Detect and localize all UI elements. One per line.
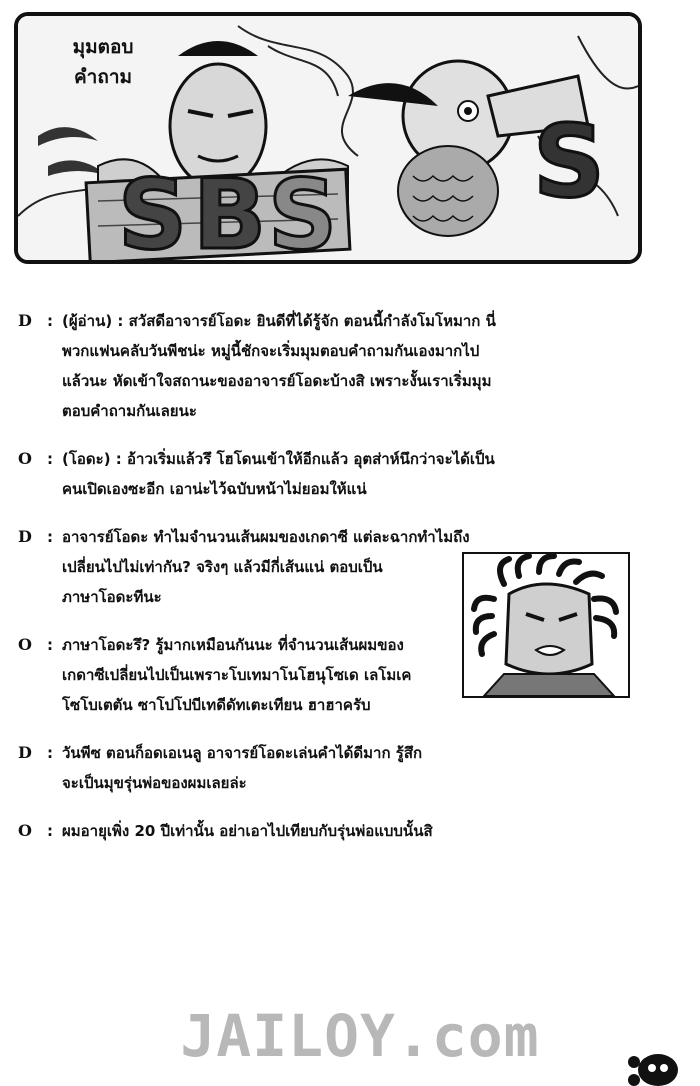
speaker-label: O (18, 635, 32, 654)
text-line: ภาษาโอดะทีนะ (62, 588, 162, 606)
sbs-banner (14, 12, 642, 268)
qa-entry-4 (18, 630, 538, 720)
text-line: อาจารย์โอดะ ทำไมจำนวนเส้นผมของเกดาซี แต่ละฉากทำไมถึง (62, 528, 470, 546)
speaker-label: D (18, 527, 32, 546)
entry-text (62, 444, 538, 504)
text-line: พวกแฟนคลับวันพีชน่ะ หมู่นี้ชักจะเริ่มมุมตอบคำถามกันเองมากไป (62, 342, 480, 360)
qa-entry-1 (18, 306, 538, 426)
sbs-logo-s1: S (118, 159, 188, 268)
speaker-label: O (18, 821, 32, 840)
text-line: เปลี่ยนไปไม่เท่ากัน? จริงๆ แล้วมีกี่เส้นแน่ ตอบเป็น (62, 558, 383, 576)
sbs-logo-b: B (193, 159, 267, 268)
qa-entry-2 (18, 444, 538, 504)
text-line: จะเป็นมุขรุ่นพ่อของผมเลยล่ะ (62, 774, 247, 792)
entry-text (62, 306, 538, 426)
speaker-colon: : (47, 528, 53, 546)
text-line: เกดาซีเปลี่ยนไปเป็นเพราะโบเทมาโนโฮนุโซเด เลโมเค (62, 666, 412, 684)
portrait-illustration (464, 554, 628, 696)
speaker-label: D (18, 743, 32, 762)
character-portrait (462, 552, 630, 698)
text-line: คนเปิดเองซะอีก เอาน่ะไว้ฉบับหน้าไม่ยอมให้แน่ (62, 480, 367, 498)
sbs-logo (18, 16, 642, 268)
entry-text (62, 816, 538, 846)
speaker-colon: : (47, 744, 53, 762)
speaker-colon: : (47, 822, 53, 840)
text-line: ภาษาโอดะรึ? รู้มากเหมือนกันนะ ที่จำนวนเส้นผมของ (62, 636, 404, 654)
banner-title-line2: คำถาม (73, 66, 133, 88)
banner-title-line1: มุมตอบ (72, 36, 134, 58)
qa-entry-5 (18, 738, 538, 798)
text-line: (โอดะ) : อ้าวเริ่มแล้วรึ โฮโดนเข้าให้อีกแล้ว อุตส่าห์นึกว่าจะได้เป็น (62, 450, 495, 468)
speaker-colon: : (47, 636, 53, 654)
qa-entry-3 (18, 522, 538, 612)
text-line: ผมอายุเพิ่ง 20 ปีเท่านั้น อย่าเอาไปเทียบกับรุ่นพ่อแบบนั้นสิ (62, 822, 433, 840)
site-watermark: JAILOY.com (180, 1002, 540, 1070)
skull-icon (626, 1050, 688, 1086)
qa-entry-6 (18, 816, 538, 846)
speaker-colon: : (47, 312, 53, 330)
speaker-label: D (18, 311, 32, 330)
text-line: วันพีซ ตอนก็อดเอเนลู อาจารย์โอดะเล่นคำได้ดีมาก รู้สึก (62, 744, 423, 762)
speaker-colon: : (47, 450, 53, 468)
text-line: โซโบเตตัน ซาโปโปบีเทดีดัทเตะเทียน ฮาฮาครับ (62, 696, 371, 714)
text-line: ตอบคำถามกันเลยนะ (62, 402, 197, 420)
sbs-logo-s2: S (268, 159, 338, 268)
entry-text (62, 738, 538, 798)
text-line: (ผู้อ่าน) : สวัสดีอาจารย์โอดะ ยินดีที่ได้รู้จัก ตอนนี้กำลังโมโหมาก นี่ (62, 312, 496, 330)
sbs-logo-s3: S (533, 103, 606, 220)
text-line: แล้วนะ หัดเข้าใจสถานะของอาจารย์โอดะบ้างสิ เพราะงั้นเราเริ่มมุม (62, 372, 492, 390)
qa-section (18, 306, 538, 864)
speaker-label: O (18, 449, 32, 468)
